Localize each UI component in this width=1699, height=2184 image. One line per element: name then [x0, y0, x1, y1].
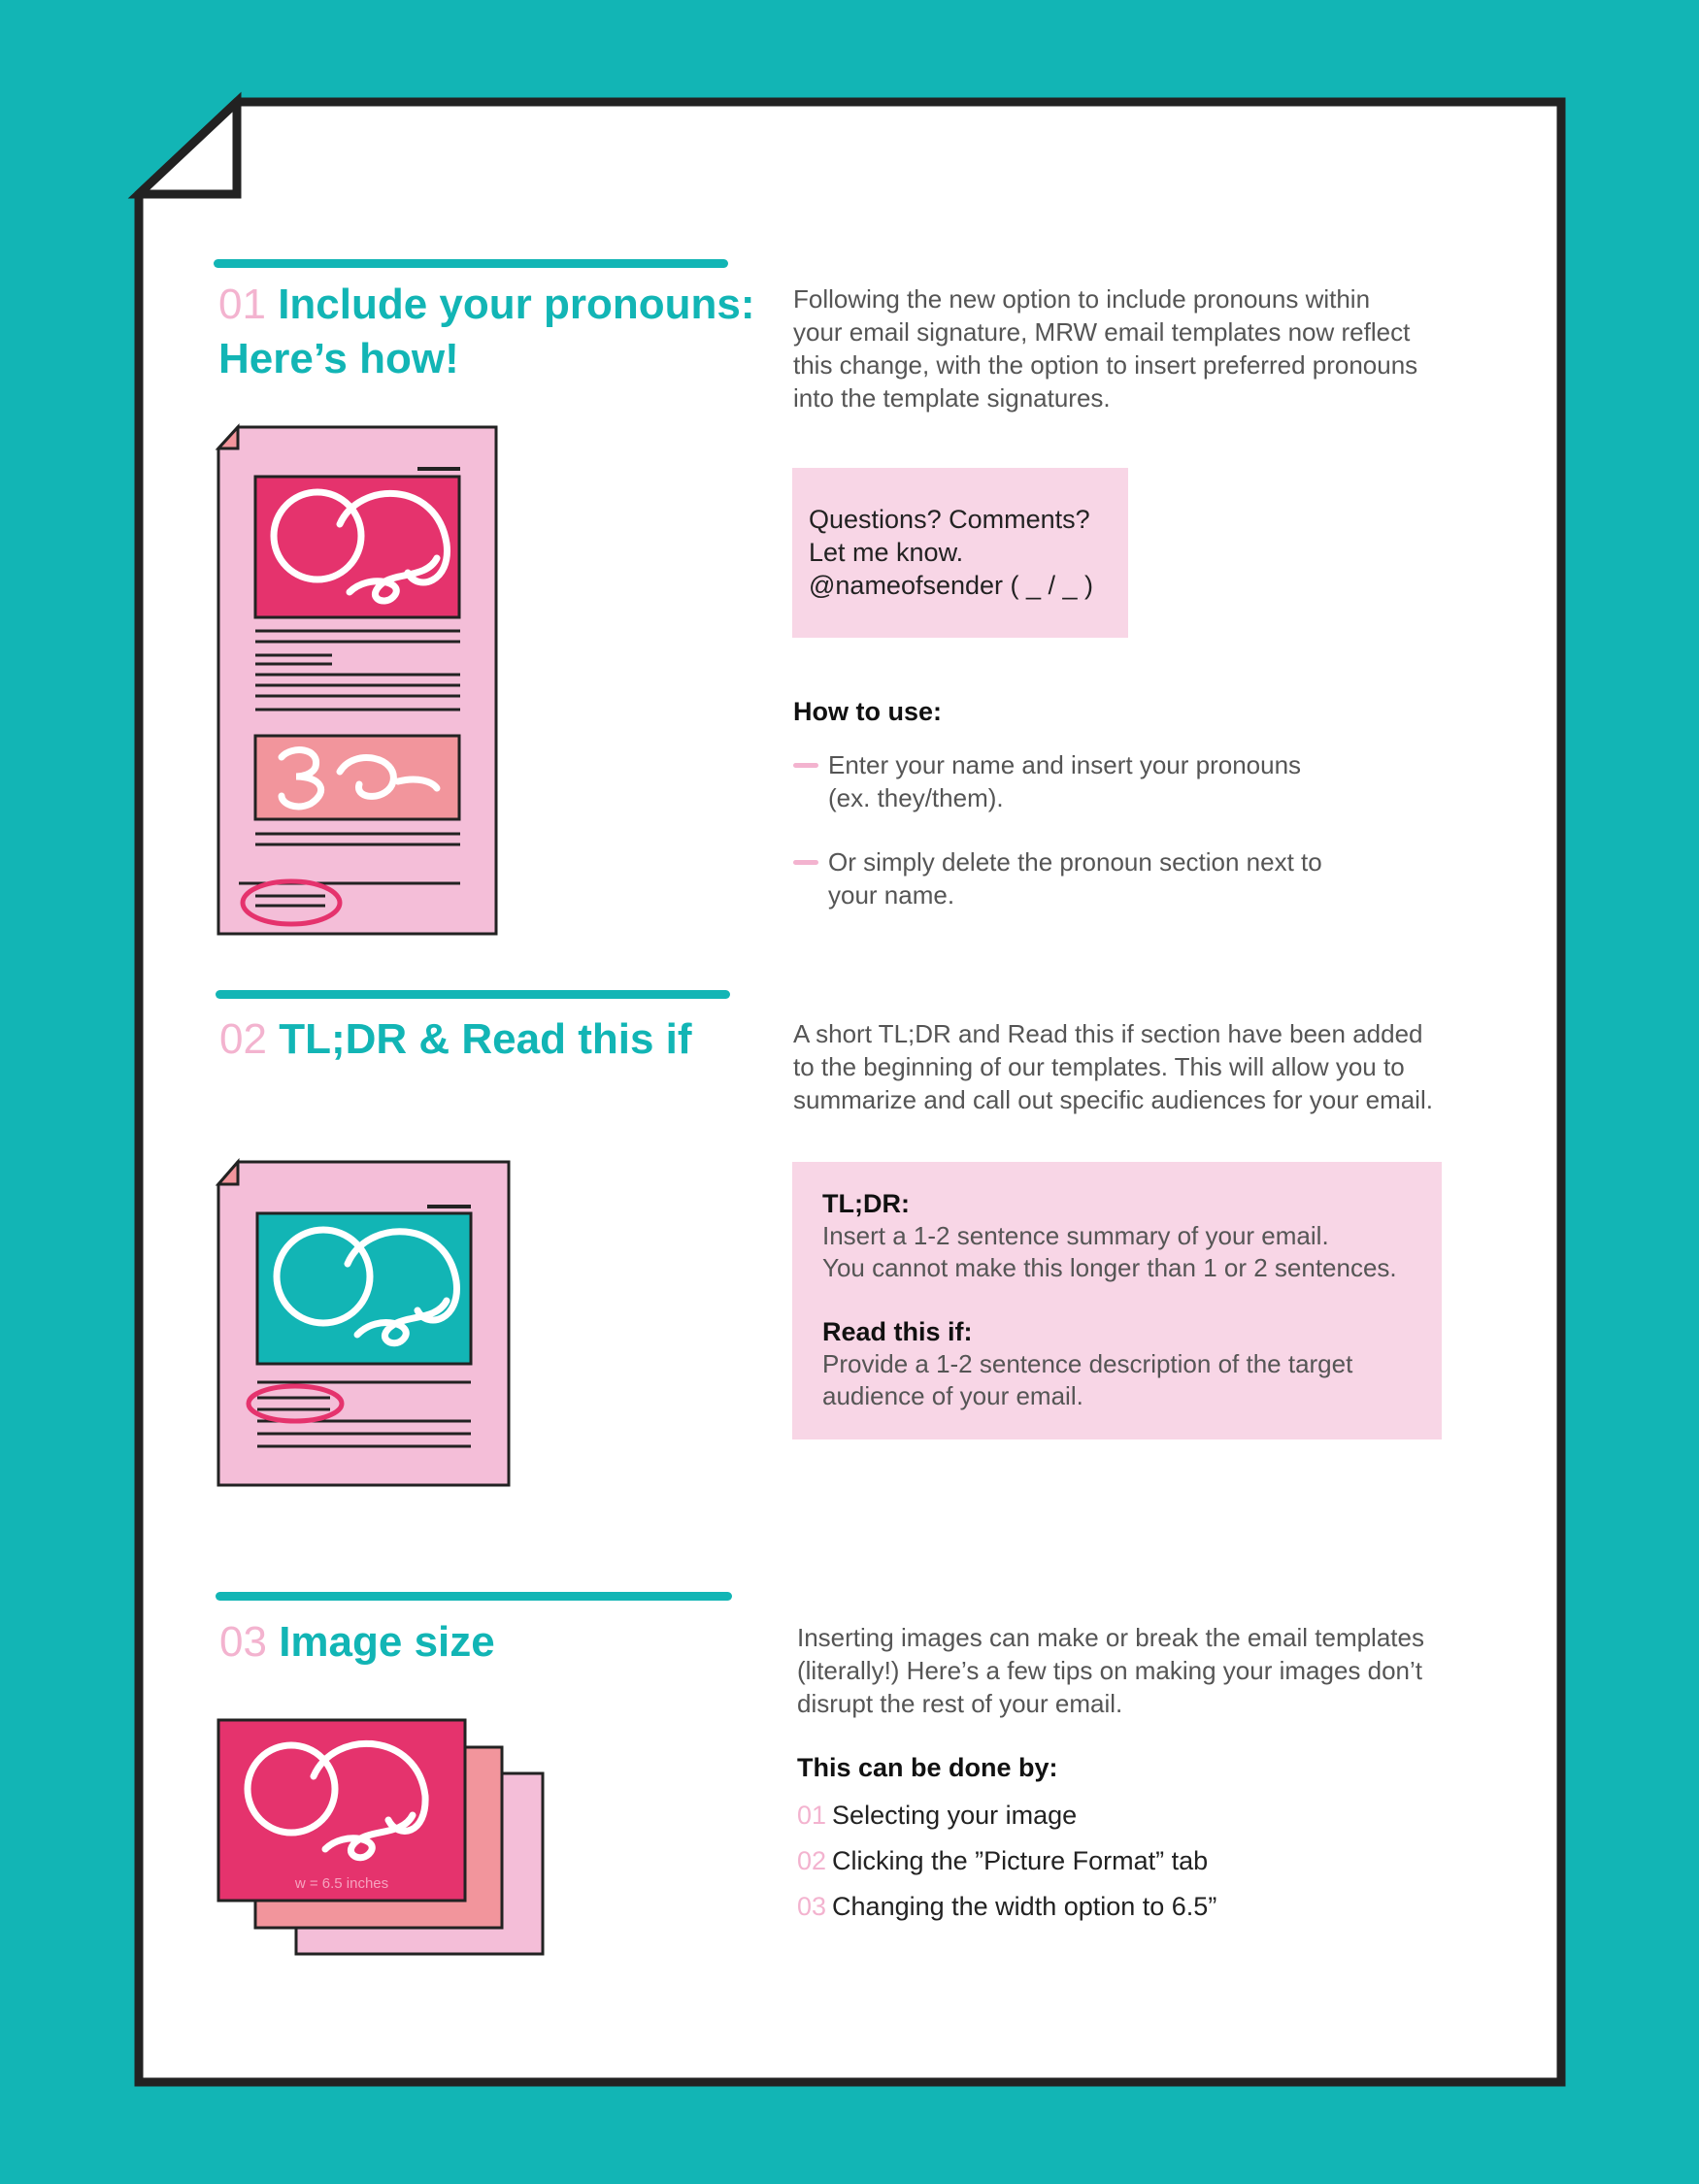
step-number: 01: [797, 1801, 827, 1830]
tldr-callout-content: [822, 1187, 1397, 1412]
section-3-title: Image size: [279, 1618, 495, 1666]
section-1-title-line1: Include your pronouns:: [278, 281, 755, 328]
section-1-heading: [218, 278, 755, 386]
section-1-title-line2: Here’s how!: [218, 335, 459, 382]
tldr-text: Insert a 1-2 sentence summary of your email. You cannot make this longer than 1 or 2 sentences.: [822, 1221, 1397, 1282]
step-number: 02: [797, 1846, 827, 1875]
section-2-intro: A short TL;DR and Read this if section have been added to the beginning of our templates. This will allow you to summarize and call out specific audiences for your email.: [793, 1019, 1433, 1114]
how-to-use-bullet: [793, 748, 1301, 814]
section-3-divider: [216, 1592, 732, 1601]
step-text: Changing the width option to 6.5”: [832, 1892, 1217, 1921]
done-by-label: This can be done by:: [797, 1753, 1058, 1782]
dash-icon: [793, 763, 818, 768]
bullet-text: Enter your name and insert your pronouns (ex. they/them).: [828, 750, 1302, 812]
section-2-heading: [219, 1012, 692, 1067]
how-to-use-label: How to use:: [793, 697, 942, 726]
step-text: Clicking the ”Picture Format” tab: [832, 1846, 1209, 1875]
step-number: 03: [797, 1892, 827, 1921]
section-3-intro: Inserting images can make or break the email templates (literally!) Here’s a few tips on making your images don’t disrupt the rest of your email.: [797, 1623, 1424, 1718]
section-2-divider: [216, 990, 730, 999]
section-2-title: TL;DR & Read this if: [279, 1015, 692, 1063]
how-to-use-bullet: [793, 845, 1322, 911]
read-this-if-text: Provide a 1-2 sentence description of the target audience of your email.: [822, 1349, 1353, 1410]
section-2-number: 02: [219, 1015, 267, 1063]
step-item: [797, 1799, 1077, 1832]
signature-callout: [792, 468, 1128, 638]
dash-icon: [793, 860, 818, 865]
step-text: Selecting your image: [832, 1801, 1078, 1830]
step-item: [797, 1844, 1208, 1877]
step-item: [797, 1890, 1216, 1923]
section-1-divider: [214, 259, 728, 268]
section-1-intro: Following the new option to include pronouns within your email signature, MRW email templates now reflect this change, with the option to insert preferred pronouns into the template signatures.: [793, 284, 1418, 413]
section-3-number: 03: [219, 1618, 267, 1666]
tldr-callout: [792, 1162, 1442, 1439]
signature-callout-text: Questions? Comments? Let me know. @nameofsender ( _ / _ ): [809, 505, 1094, 600]
bullet-text: Or simply delete the pronoun section next to your name.: [828, 847, 1322, 910]
section-1-number: 01: [218, 281, 266, 328]
image-width-caption: w = 6.5 inches: [294, 1875, 389, 1892]
read-this-if-label: Read this if:: [822, 1317, 973, 1346]
tldr-label: TL;DR:: [822, 1189, 910, 1218]
section-3-heading: [219, 1615, 495, 1670]
